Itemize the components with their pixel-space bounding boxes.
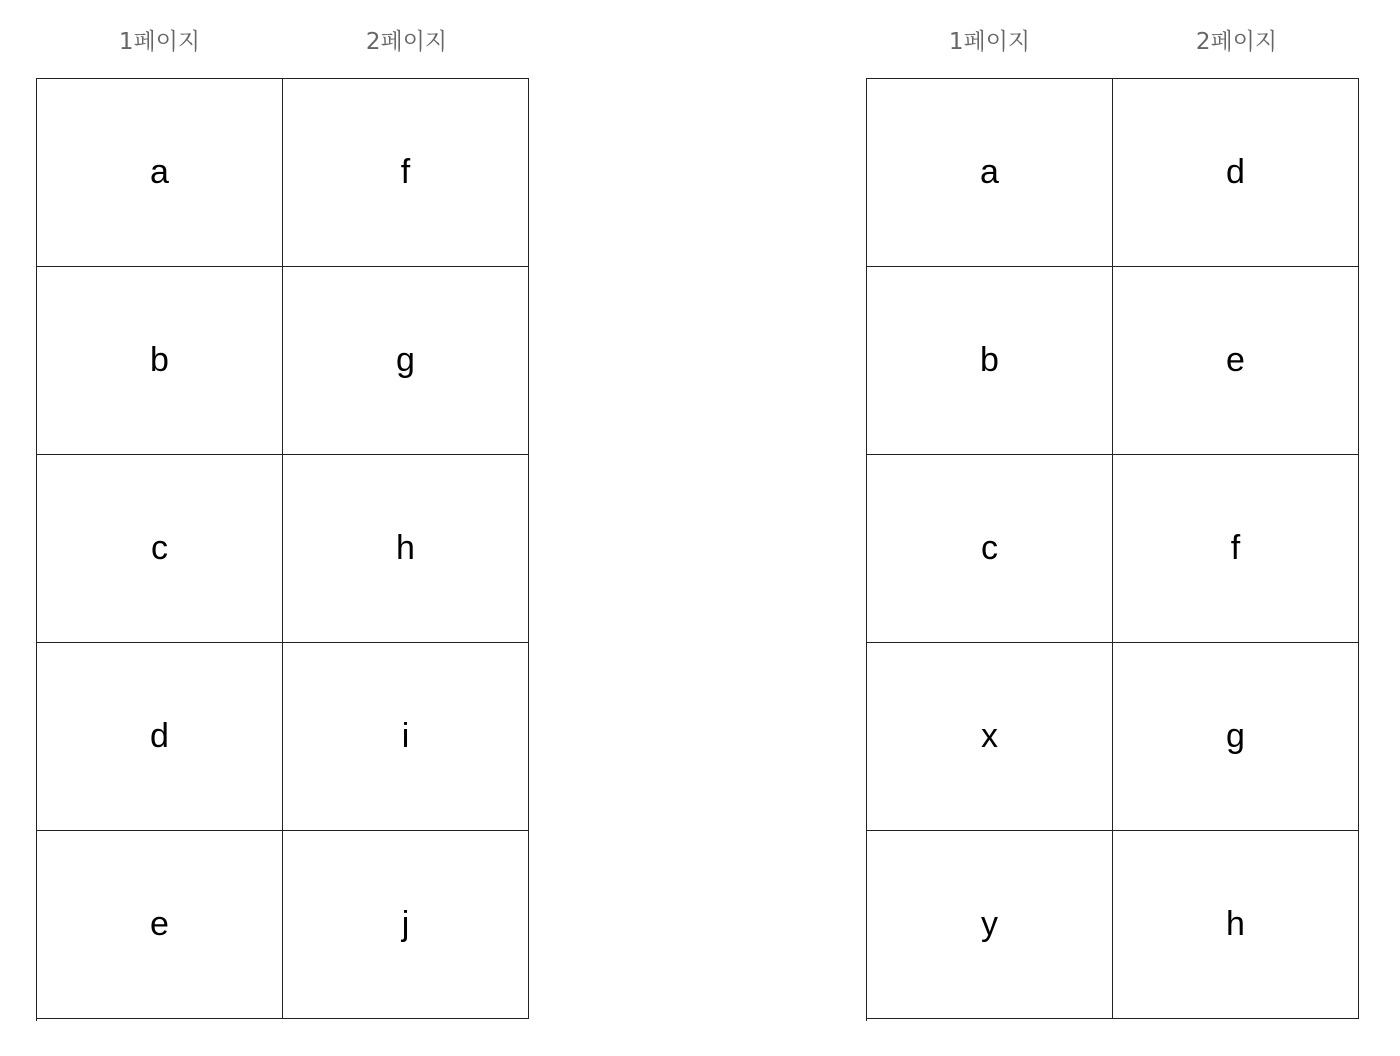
table-cell: h (1113, 831, 1359, 1019)
table-cell: g (283, 267, 529, 455)
table-cell: b (867, 267, 1113, 455)
table-cell: c (37, 455, 283, 643)
right-table-headers (866, 22, 1360, 62)
table-cell: y (867, 831, 1113, 1019)
table-cell: g (1113, 643, 1359, 831)
table-cell: e (37, 831, 283, 1019)
table-cell: d (1113, 79, 1359, 267)
left-table-headers (36, 22, 530, 62)
table-cell: i (283, 643, 529, 831)
table-cell: a (867, 79, 1113, 267)
table-cell: c (867, 455, 1113, 643)
page-2-header: 2페이지 (365, 29, 448, 55)
table-cell: f (1113, 455, 1359, 643)
table-cell: x (867, 643, 1113, 831)
page-1-header: 1페이지 (948, 29, 1031, 55)
table-cell: e (1113, 267, 1359, 455)
right-table-grid (866, 78, 1359, 1021)
table-cell: a (37, 79, 283, 267)
page-1-header: 1페이지 (118, 29, 201, 55)
left-table-grid (36, 78, 529, 1021)
table-cell: h (283, 455, 529, 643)
table-cell: d (37, 643, 283, 831)
page-2-header: 2페이지 (1195, 29, 1278, 55)
table-cell: j (283, 831, 529, 1019)
table-cell: b (37, 267, 283, 455)
table-cell: f (283, 79, 529, 267)
